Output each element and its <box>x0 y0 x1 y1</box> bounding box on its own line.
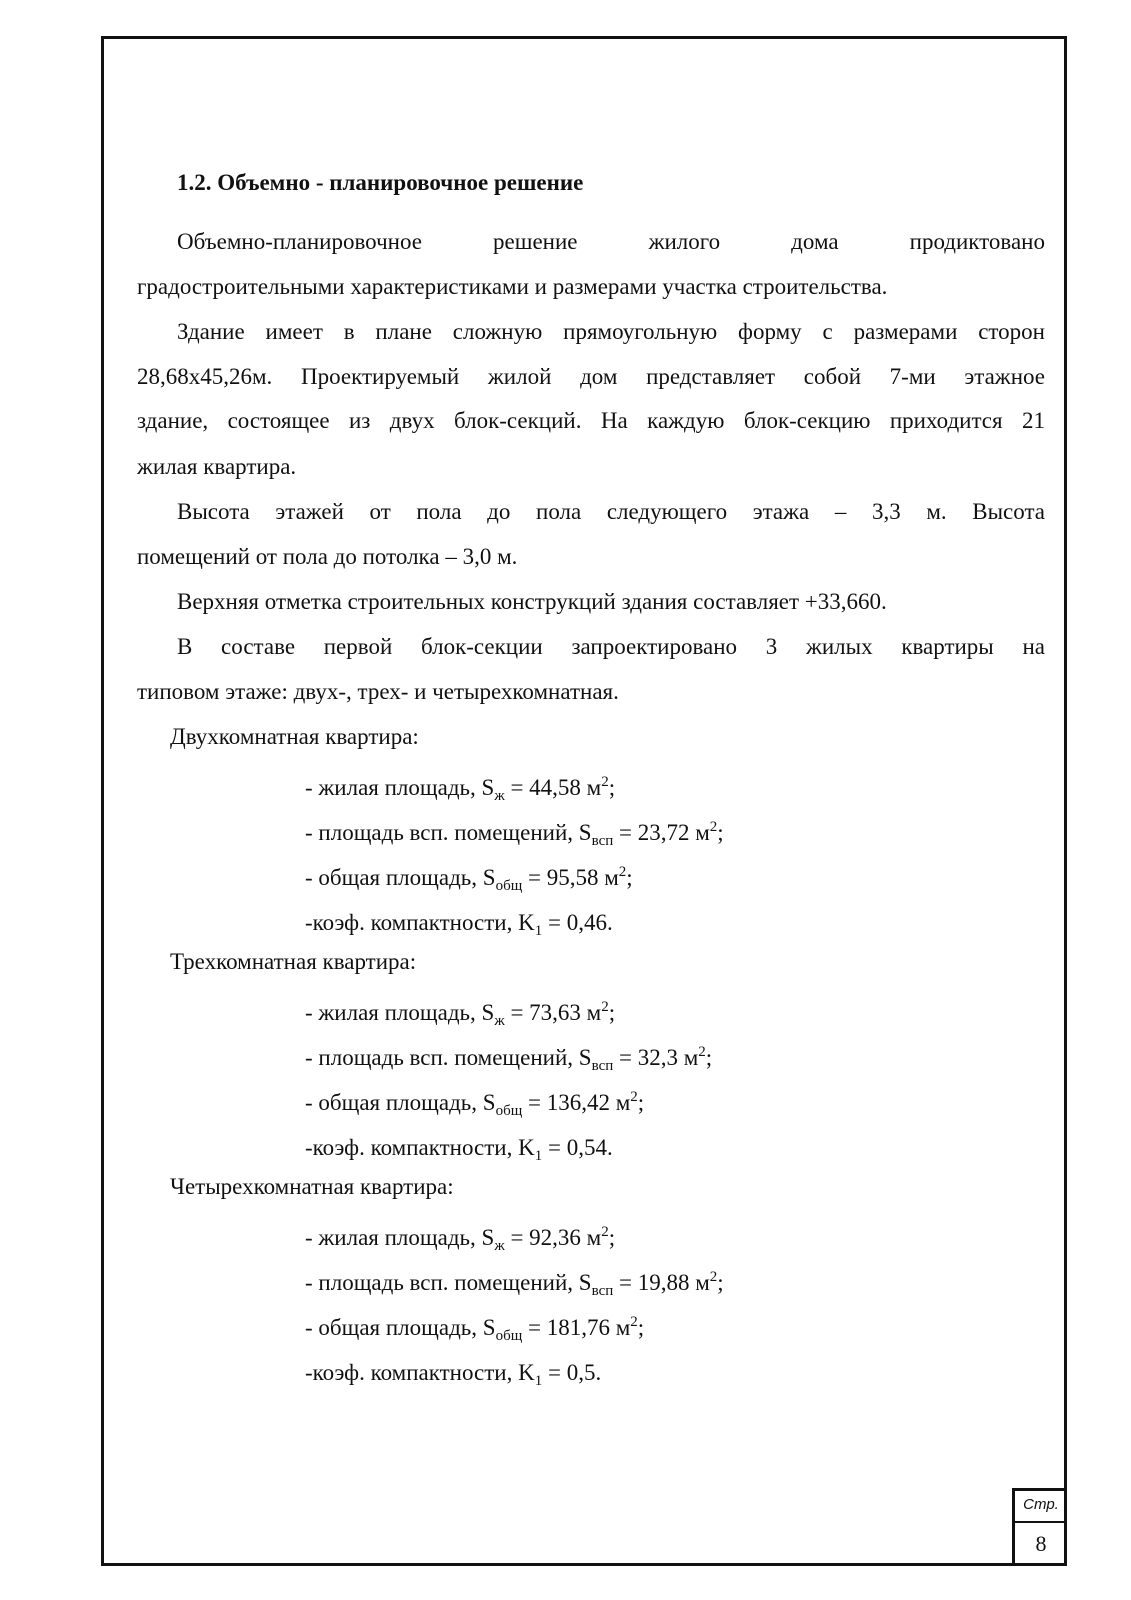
paragraph-line: Высота этажей от пола до пола следующего этажа – 3,3 м. Высота <box>177 499 1045 524</box>
spec-item: - общая площадь, $S_{общ} = 136,42$ $м^2$; <box>305 1089 645 1119</box>
page-stamp <box>1012 1488 1067 1566</box>
spec-item: -коэф. компактности, $K_1 = 0,46$. <box>305 910 613 939</box>
spec-item: - площадь всп. помещений, $S_{всп} = 23,72$ $м^2$; <box>305 819 724 849</box>
paragraph-line: типовом этаже: двух-, трех- и четырехкомнатная. <box>137 679 619 704</box>
paragraph-line: градостроительными характеристиками и размерами участка строительства. <box>137 274 888 299</box>
spec-item: -коэф. компактности, $K_1 = 0,54$. <box>305 1135 613 1164</box>
paragraph-line: В составе первой блок-секции запроектировано 3 жилых квартиры на <box>177 634 1045 659</box>
paragraph-line: 28,68х45,26м. Проектируемый жилой дом представляет собой 7-ми этажное <box>137 364 1045 389</box>
spec-item: - жилая площадь, $S_ж = 92,36$ $м^2$; <box>305 1224 616 1254</box>
spec-item: - площадь всп. помещений, $S_{всп} = 19,88$ $м^2$; <box>305 1269 724 1299</box>
paragraph-line: здание, состоящее из двух блок-секций. На каждую блок-секцию приходится 21 <box>137 408 1045 433</box>
spec-item: - общая площадь, $S_{общ} = 181,76$ $м^2$; <box>305 1314 645 1344</box>
spec-item: - общая площадь, $S_{общ} = 95,58$ $м^2$; <box>305 864 633 894</box>
spec-item: - площадь всп. помещений, $S_{всп} = 32,3$ $м^2$; <box>305 1044 713 1074</box>
page-number: 8 <box>1035 1531 1047 1556</box>
paragraph-line: жилая квартира. <box>137 454 297 479</box>
paragraph-line: Верхняя отметка строительных конструкций здания составляет +33,660. <box>177 589 887 614</box>
paragraph-line: помещений от пола до потолка – 3,0 м. <box>137 544 518 569</box>
apartment-title: Четырехкомнатная квартира: <box>170 1174 454 1199</box>
section-title: 1.2. Объемно - планировочное решение <box>177 170 584 195</box>
spec-item: -коэф. компактности, $K_1 = 0,5$. <box>305 1360 602 1389</box>
page-stamp-label: Стр. <box>1015 1491 1067 1523</box>
spec-item: - жилая площадь, $S_ж = 44,58$ $м^2$; <box>305 774 616 804</box>
apartment-title: Трехкомнатная квартира: <box>170 949 417 974</box>
paragraph-line: Объемно-планировочное решение жилого дома продиктовано <box>177 229 1045 254</box>
paragraph-line: Здание имеет в плане сложную прямоугольную форму с размерами сторон <box>177 319 1045 344</box>
apartment-title: Двухкомнатная квартира: <box>170 724 419 749</box>
spec-item: - жилая площадь, $S_ж = 73,63$ $м^2$; <box>305 999 616 1029</box>
